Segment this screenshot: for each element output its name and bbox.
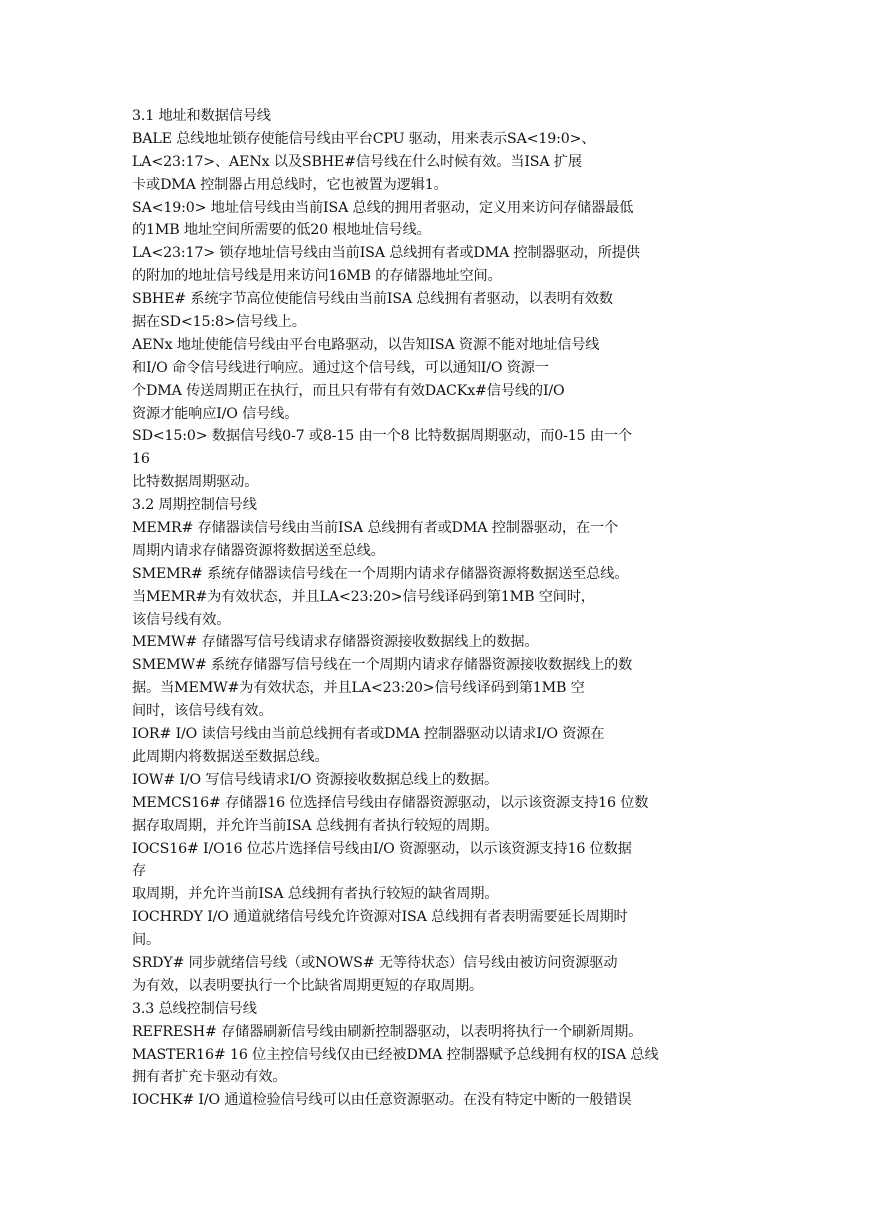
text-line: 3.2 周期控制信号线 xyxy=(132,497,257,514)
text-line: 3.3 总线控制信号线 xyxy=(132,1000,257,1017)
text-line: 3.1 地址和数据信号线 xyxy=(132,108,271,124)
text-line: MEMCS16# 存储器16 位选择信号线由存储器资源驱动，以示该资源支持16 位数 xyxy=(132,794,649,811)
text-line: 个DMA 传送周期正在执行，而且只有带有有效DACKx#信号线的I/O xyxy=(132,382,565,399)
text-line: BALE 总线地址锁存使能信号线由平台CPU 驱动，用来表示SA<19:0>、 xyxy=(132,130,596,147)
text-line: 为有效，以表明要执行一个比缺省周期更短的存取周期。 xyxy=(132,977,483,994)
text-line: REFRESH# 存储器刷新信号线由刷新控制器驱动，以表明将执行一个刷新周期。 xyxy=(132,1023,643,1040)
text-line: 该信号线有效。 xyxy=(132,611,231,628)
text-line: IOW# I/O 写信号线请求I/O 资源接收数据总线上的数据。 xyxy=(132,771,499,788)
text-line: SMEMR# 系统存储器读信号线在一个周期内请求存储器资源将数据送至总线。 xyxy=(132,565,629,582)
text-line: SRDY# 同步就绪信号线（或NOWS# 无等待状态）信号线由被访问资源驱动 xyxy=(132,954,618,971)
text-line: IOCHK# I/O 通道检验信号线可以由任意资源驱动。在没有特定中断的一般错误 xyxy=(132,1092,632,1109)
text-line: 此周期内将数据送至数据总线。 xyxy=(132,748,329,765)
text-line: 据在SD<15:8>信号线上。 xyxy=(132,314,306,331)
text-line: LA<23:17>、AENx 以及SBHE#信号线在什么时候有效。当ISA 扩展 xyxy=(132,153,582,170)
text-line: 和I/O 命令信号线进行响应。通过这个信号线，可以通知I/O 资源一 xyxy=(132,359,549,376)
document-body xyxy=(132,105,742,1112)
text-line: 据存取周期，并允许当前ISA 总线拥有者执行较短的周期。 xyxy=(132,817,499,834)
text-line: SBHE# 系统字节高位使能信号线由当前ISA 总线拥有者驱动，以表明有效数 xyxy=(132,291,613,308)
text-line: MEMW# 存储器写信号线请求存储器资源接收数据线上的数据。 xyxy=(132,634,539,651)
text-line: 取周期，并允许当前ISA 总线拥有者执行较短的缺省周期。 xyxy=(132,886,499,903)
text-line: SA<19:0> 地址信号线由当前ISA 总线的拥用者驱动，定义用来访问存储器最低 xyxy=(132,199,634,216)
text-line: IOR# I/O 读信号线由当前总线拥有者或DMA 控制器驱动以请求I/O 资源在 xyxy=(132,726,605,743)
text-line: 据。当MEMW#为有效状态，并且LA<23:20>信号线译码到第1MB 空 xyxy=(132,680,585,697)
text-line: 16 xyxy=(132,451,150,468)
text-line: AENx 地址使能信号线由平台电路驱动，以告知ISA 资源不能对地址信号线 xyxy=(132,336,600,353)
text-line: 存 xyxy=(132,863,147,880)
text-line: 间时，该信号线有效。 xyxy=(132,703,273,720)
text-line: 卡或DMA 控制器占用总线时，它也被置为逻辑1。 xyxy=(132,176,448,193)
text-line: IOCS16# I/O16 位芯片选择信号线由I/O 资源驱动，以示该资源支持16 位数据 xyxy=(132,840,632,857)
text-line: MEMR# 存储器读信号线由当前ISA 总线拥有者或DMA 控制器驱动，在一个 xyxy=(132,520,619,537)
text-line: 周期内请求存储器资源将数据送至总线。 xyxy=(132,542,385,559)
text-line: 拥有者扩充卡驱动有效。 xyxy=(132,1069,287,1086)
text-line: 资源才能响应I/O 信号线。 xyxy=(132,405,299,422)
text-line: 当MEMR#为有效状态，并且LA<23:20>信号线译码到第1MB 空间时， xyxy=(132,588,595,605)
text-line: 间。 xyxy=(132,932,161,949)
text-line: LA<23:17> 锁存地址信号线由当前ISA 总线拥有者或DMA 控制器驱动，所提供 xyxy=(132,245,640,262)
text-line: 比特数据周期驱动。 xyxy=(132,474,259,491)
text-line: IOCHRDY I/O 通道就绪信号线允许资源对ISA 总线拥有者表明需要延长周期时 xyxy=(132,909,628,926)
text-line: SMEMW# 系统存储器写信号线在一个周期内请求存储器资源接收数据线上的数 xyxy=(132,657,633,674)
text-line: 的附加的地址信号线是用来访问16MB 的存储器地址空间。 xyxy=(132,268,502,285)
text-line: MASTER16# 16 位主控信号线仅由已经被DMA 控制器赋予总线拥有权的ISA 总线 xyxy=(132,1046,659,1063)
text-line: SD<15:0> 数据信号线0-7 或8-15 由一个8 比特数据周期驱动，而0-15 由一个 xyxy=(132,428,632,445)
text-line: 的1MB 地址空间所需要的低20 根地址信号线。 xyxy=(132,222,431,239)
